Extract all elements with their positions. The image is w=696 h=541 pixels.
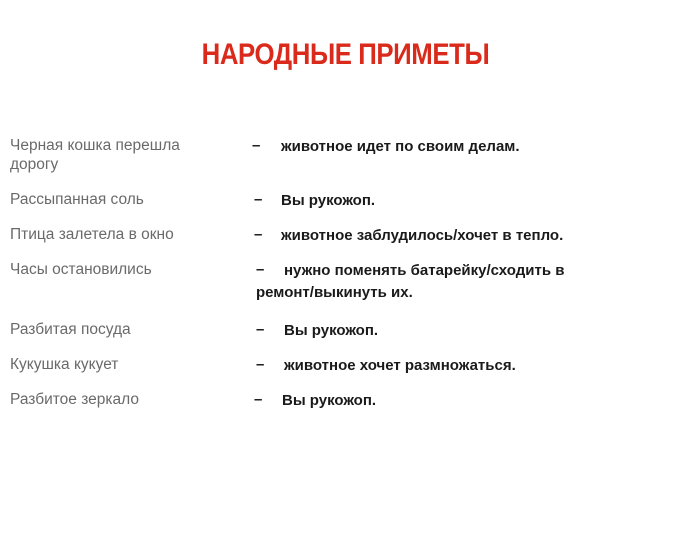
meaning-line: Вы рукожоп. bbox=[282, 392, 377, 409]
omen-line: Рассыпанная соль bbox=[10, 191, 144, 208]
meaning-text bbox=[284, 260, 564, 282]
meaning-line: Вы рукожоп. bbox=[281, 192, 376, 209]
omen-text bbox=[10, 136, 246, 174]
dash-separator: – bbox=[254, 191, 263, 208]
omen-text bbox=[10, 355, 246, 374]
omen-line: Кукушка кукует bbox=[10, 356, 119, 373]
omen-text bbox=[10, 390, 246, 409]
omen-line: Разбитое зеркало bbox=[10, 391, 139, 408]
meaning-text bbox=[281, 190, 375, 212]
meaning-line: ремонт/выкинуть их. bbox=[256, 284, 413, 301]
meaning-text bbox=[282, 390, 376, 412]
dash-separator: – bbox=[256, 356, 265, 373]
dash-separator: – bbox=[254, 226, 263, 243]
meaning-text bbox=[281, 225, 563, 247]
omen-text bbox=[10, 260, 246, 279]
omen-line: Разбитая посуда bbox=[10, 321, 131, 338]
meaning-line: Вы рукожоп. bbox=[284, 322, 379, 339]
omen-text bbox=[10, 320, 246, 339]
meaning-line: нужно поменять батарейку/сходить в bbox=[284, 262, 565, 279]
meaning-text bbox=[284, 320, 378, 342]
omen-line: дорогу bbox=[10, 156, 59, 173]
meaning-text-continued bbox=[256, 282, 413, 304]
omen-line: Черная кошка перешла bbox=[10, 137, 180, 154]
dash-separator: – bbox=[252, 137, 261, 154]
meaning-line: животное идет по своим делам. bbox=[281, 138, 520, 155]
page-title: НАРОДНЫЕ ПРИМЕТЫ bbox=[201, 38, 490, 71]
meaning-text bbox=[281, 136, 520, 158]
meaning-line: животное хочет размножаться. bbox=[284, 357, 516, 374]
omen-text bbox=[10, 190, 246, 209]
dash-separator: – bbox=[254, 391, 263, 408]
omen-line: Часы остановились bbox=[10, 261, 152, 278]
omen-line: Птица залетела в окно bbox=[10, 226, 174, 243]
meaning-text bbox=[284, 355, 516, 377]
meaning-line: животное заблудилось/хочет в тепло. bbox=[281, 227, 564, 244]
dash-separator: – bbox=[256, 321, 265, 338]
dash-separator: – bbox=[256, 261, 265, 278]
omen-text bbox=[10, 225, 246, 244]
